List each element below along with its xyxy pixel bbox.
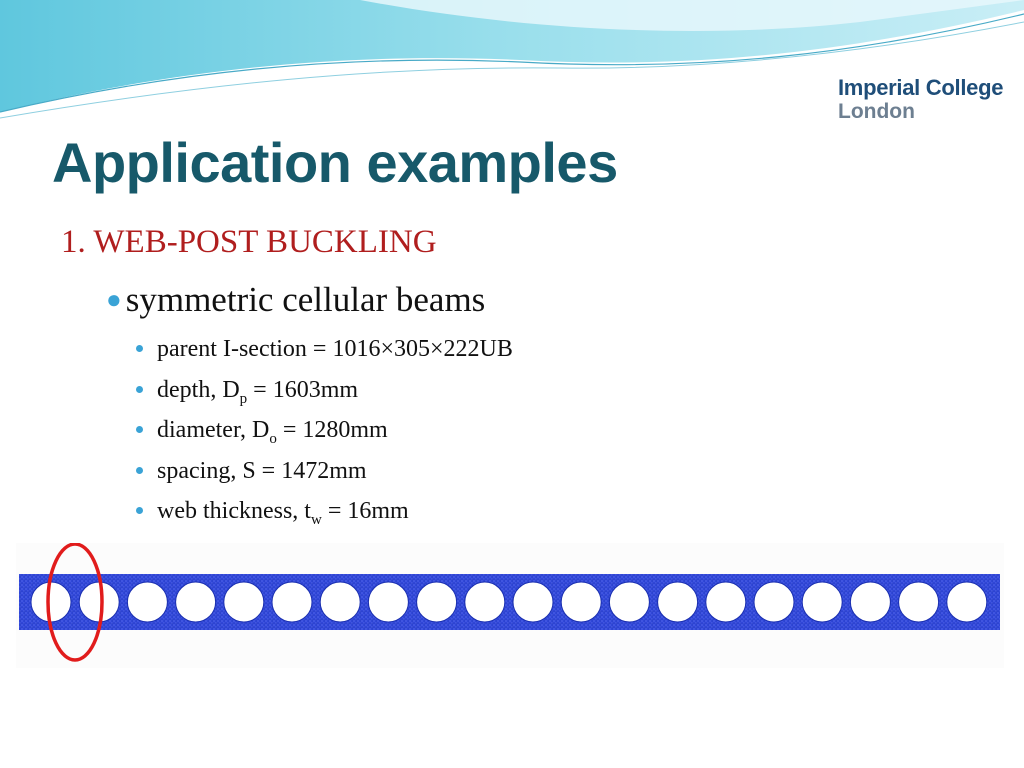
parameter-value: = 1280mm	[276, 417, 388, 444]
web-opening	[947, 582, 987, 622]
web-opening	[31, 582, 71, 622]
logo-line-1: Imperial College	[838, 75, 1004, 100]
web-opening	[850, 582, 890, 622]
parameter-item-depth	[136, 375, 513, 416]
web-opening	[899, 582, 939, 622]
web-opening	[706, 582, 746, 622]
main-bullet	[106, 280, 485, 320]
bullet-dot-icon: ●	[106, 285, 122, 314]
web-opening	[754, 582, 794, 622]
parameter-list	[136, 334, 513, 537]
web-opening	[465, 582, 505, 622]
parameter-label: web thickness, t	[157, 498, 311, 525]
imperial-college-logo	[838, 76, 1003, 124]
parameter-subscript: w	[310, 512, 322, 529]
bullet-dot-icon	[136, 386, 143, 393]
parameter-item-section	[136, 334, 513, 375]
parameter-label: diameter, D	[157, 417, 270, 444]
parameter-subscript: p	[239, 390, 248, 407]
web-opening	[561, 582, 601, 622]
parameter-value: = 1603mm	[247, 376, 359, 403]
section-heading: 1. WEB-POST BUCKLING	[61, 224, 437, 260]
web-opening	[417, 582, 457, 622]
web-opening	[368, 582, 408, 622]
web-opening	[127, 582, 167, 622]
parameter-subscript: o	[269, 430, 277, 447]
cellular-beam-figure	[16, 543, 1004, 668]
bullet-dot-icon	[136, 426, 143, 433]
bullet-dot-icon	[136, 507, 143, 514]
slide-title: Application examples	[52, 131, 618, 194]
web-opening	[272, 582, 312, 622]
bullet-dot-icon	[136, 467, 143, 474]
web-opening	[609, 582, 649, 622]
web-opening	[79, 582, 119, 622]
web-opening	[513, 582, 553, 622]
web-opening	[176, 582, 216, 622]
bullet-dot-icon	[136, 345, 143, 352]
parameter-label: depth, D	[157, 376, 240, 403]
web-opening	[802, 582, 842, 622]
parameter-item-thickness	[136, 496, 513, 537]
main-bullet-text: symmetric cellular beams	[125, 280, 486, 319]
parameter-label: spacing, S = 1472mm	[157, 457, 367, 484]
parameter-value: = 16mm	[321, 498, 409, 525]
web-opening	[320, 582, 360, 622]
parameter-item-diameter	[136, 415, 513, 456]
cellular-beam-mesh	[16, 543, 1004, 668]
web-opening	[658, 582, 698, 622]
logo-line-2: London	[838, 100, 915, 123]
web-opening	[224, 582, 264, 622]
parameter-item-spacing	[136, 456, 513, 497]
parameter-label: parent I-section = 1016×305×222UB	[157, 336, 513, 362]
